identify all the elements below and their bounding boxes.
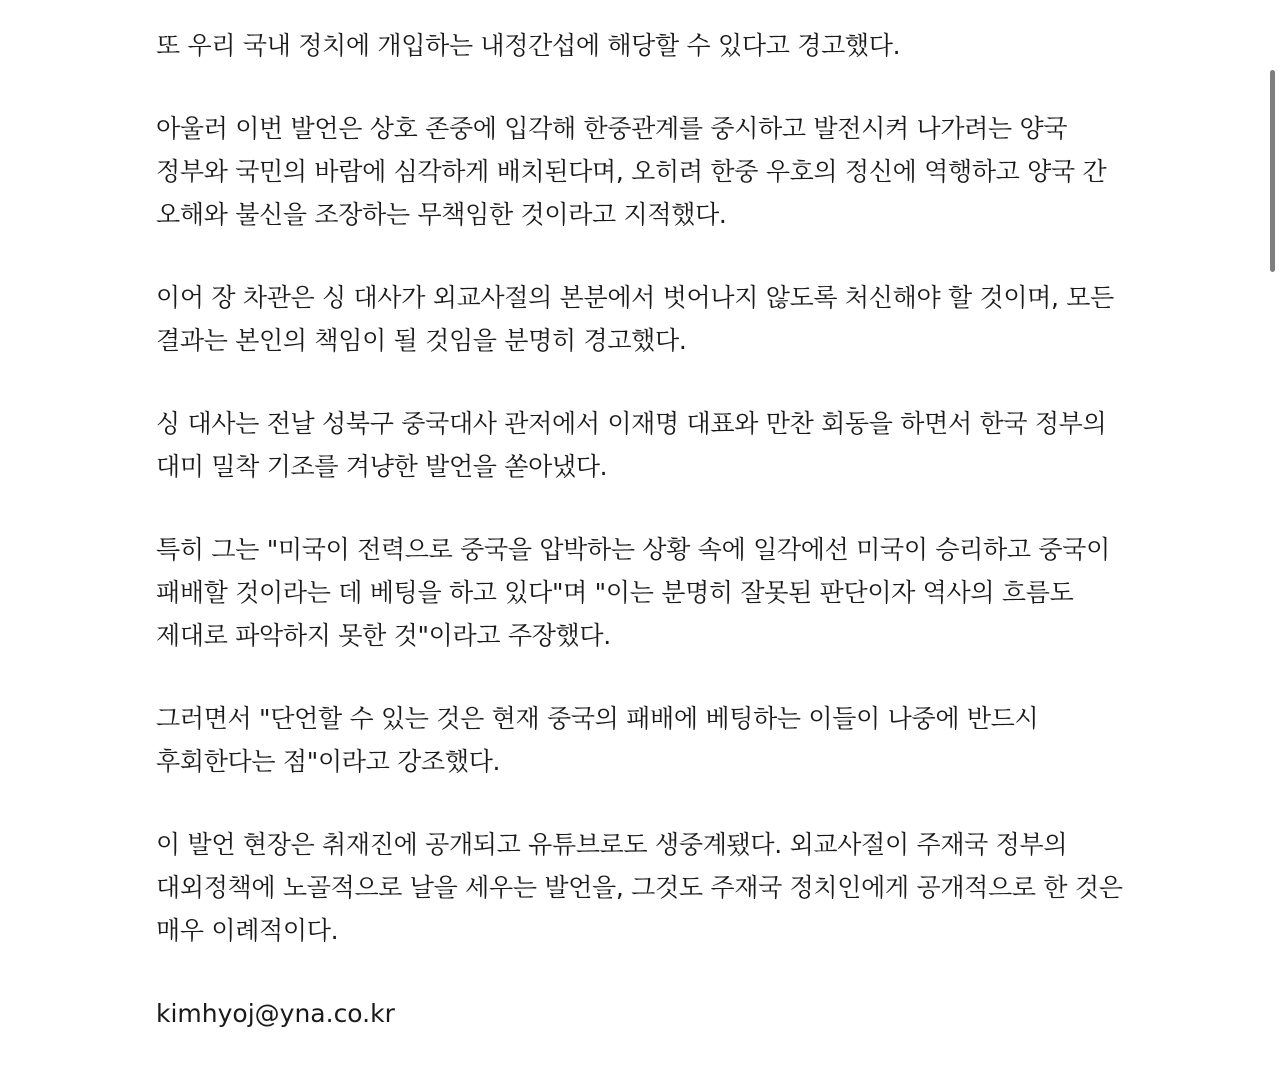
reporter-email: kimhyoj@yna.co.kr	[156, 999, 395, 1028]
scrollbar-thumb[interactable]	[1270, 70, 1275, 272]
paragraph: 특히 그는 "미국이 전력으로 중국을 압박하는 상황 속에 일각에선 미국이 승리하고 중국이 패배할 것이라는 데 베팅을 하고 있다"며 "이는 분명히 잘못된 판단이자 역사의 흐름도 제대로 파악하지 못한 것"이라고 주장했다.	[156, 535, 1110, 650]
paragraph: 싱 대사는 전날 성북구 중국대사 관저에서 이재명 대표와 만찬 회동을 하면서 한국 정부의 대미 밀착 기조를 겨냥한 발언을 쏟아냈다.	[156, 409, 1107, 481]
paragraph: 또 우리 국내 정치에 개입하는 내정간섭에 해당할 수 있다고 경고했다.	[156, 31, 901, 60]
article-body	[156, 24, 1131, 1035]
scrollbar[interactable]	[1266, 0, 1280, 1083]
paragraph: 그러면서 "단언할 수 있는 것은 현재 중국의 패배에 베팅하는 이들이 나중에 반드시 후회한다는 점"이라고 강조했다.	[156, 704, 1039, 776]
paragraph: 아울러 이번 발언은 상호 존중에 입각해 한중관계를 중시하고 발전시켜 나가려는 양국 정부와 국민의 바람에 심각하게 배치된다며, 오히려 한중 우호의 정신에 역행하고 양국 간 오해와 불신을 조장하는 무책임한 것이라고 지적했다.	[156, 114, 1107, 229]
paragraph: 이 발언 현장은 취재진에 공개되고 유튜브로도 생중계됐다. 외교사절이 주재국 정부의 대외정책에 노골적으로 날을 세우는 발언을, 그것도 주재국 정치인에게 공개적으로 한 것은 매우 이례적이다.	[156, 830, 1123, 945]
paragraph: 이어 장 차관은 싱 대사가 외교사절의 본분에서 벗어나지 않도록 처신해야 할 것이며, 모든 결과는 본인의 책임이 될 것임을 분명히 경고했다.	[156, 283, 1115, 355]
